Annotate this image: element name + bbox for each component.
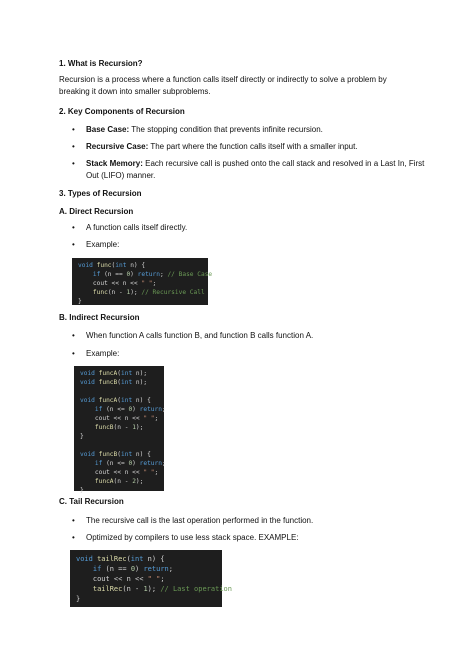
tail-bullet-1: The recursive call is the last operation performed in the function. xyxy=(86,516,314,525)
code-line: funcB(n - 1); xyxy=(94,424,144,431)
term-base-case: Base Case: xyxy=(86,125,130,134)
bullet-marker: • xyxy=(72,331,75,340)
code-line: cout << n << " "; xyxy=(94,415,159,422)
code-line-blank xyxy=(80,441,158,450)
list-item-recursive-case xyxy=(86,141,436,153)
desc-base-case: The stopping condition that prevents infinite recursion. xyxy=(129,125,323,134)
bullet-marker: • xyxy=(72,125,75,134)
code-line: void func(int n) { xyxy=(78,262,146,269)
term-stack-memory: Stack Memory: xyxy=(86,159,143,168)
bullet-marker: • xyxy=(72,240,75,249)
code-line: func(n - 1); // Recursive Call xyxy=(92,289,205,296)
term-recursive-case: Recursive Case: xyxy=(86,142,149,151)
section-3-heading: 3. Types of Recursion xyxy=(59,189,142,198)
bullet-marker: • xyxy=(72,533,75,542)
indirect-recursion-heading: B. Indirect Recursion xyxy=(59,313,140,322)
bullet-marker: • xyxy=(72,142,75,151)
code-line: if (n == 0) return; xyxy=(92,565,173,573)
code-line-blank xyxy=(80,387,158,396)
code-line: void tailRec(int n) { xyxy=(76,555,165,563)
direct-bullet-2: Example: xyxy=(86,240,120,249)
section-1-paragraph xyxy=(59,74,439,98)
code-line: cout << n << " "; xyxy=(92,280,157,287)
bullet-marker: • xyxy=(72,349,75,358)
list-item-stack-memory xyxy=(86,158,436,182)
code-line: void funcB(int n); xyxy=(80,379,148,386)
code-line: } xyxy=(80,433,84,440)
section-1-heading: 1. What is Recursion? xyxy=(59,59,143,68)
code-block-indirect xyxy=(74,366,166,494)
desc-stack-memory-cont: Out (LIFO) manner. xyxy=(86,171,156,180)
code-line: void funcA(int n) { xyxy=(80,397,151,404)
indirect-bullet-2: Example: xyxy=(86,349,120,358)
desc-stack-memory: Each recursive call is pushed onto the call stack and resolved in a Last In, First xyxy=(142,159,425,168)
desc-recursive-case: The part where the function calls itself with a smaller input. xyxy=(148,142,358,151)
code-line: } xyxy=(76,595,81,603)
code-block-direct xyxy=(72,258,213,305)
bullet-marker: • xyxy=(72,223,75,232)
code-line: void funcA(int n); xyxy=(80,370,148,377)
paragraph-line-2: breaking it down into smaller subproblems. xyxy=(59,87,211,96)
direct-bullet-1: A function calls itself directly. xyxy=(86,223,188,232)
code-line: funcA(n - 2); xyxy=(94,478,144,485)
code-line: if (n <= 0) return; xyxy=(94,406,166,413)
code-block-tail xyxy=(70,550,232,607)
section-2-heading: 2. Key Components of Recursion xyxy=(59,107,185,116)
paragraph-line-1: Recursion is a process where a function calls itself directly or indirectly to solve a problem by xyxy=(59,75,387,84)
tail-bullet-2: Optimized by compilers to use less stack space. EXAMPLE: xyxy=(86,533,299,542)
code-line: if (n <= 0) return; xyxy=(94,460,166,467)
code-line: tailRec(n - 1); // Last operation xyxy=(92,585,232,593)
tail-recursion-heading: C. Tail Recursion xyxy=(59,497,124,506)
code-line: cout << n << " "; xyxy=(94,469,159,476)
code-line: } xyxy=(80,487,84,494)
indirect-bullet-1: When function A calls function B, and function B calls function A. xyxy=(86,331,314,340)
direct-recursion-heading: A. Direct Recursion xyxy=(59,207,134,216)
bullet-marker: • xyxy=(72,159,75,168)
code-line: void funcB(int n) { xyxy=(80,451,151,458)
list-item-base-case xyxy=(86,124,436,136)
bullet-marker: • xyxy=(72,516,75,525)
code-line: } xyxy=(78,298,82,305)
code-line: if (n == 0) return; // Base Case xyxy=(92,271,213,278)
code-line: cout << n << " "; xyxy=(92,575,165,583)
